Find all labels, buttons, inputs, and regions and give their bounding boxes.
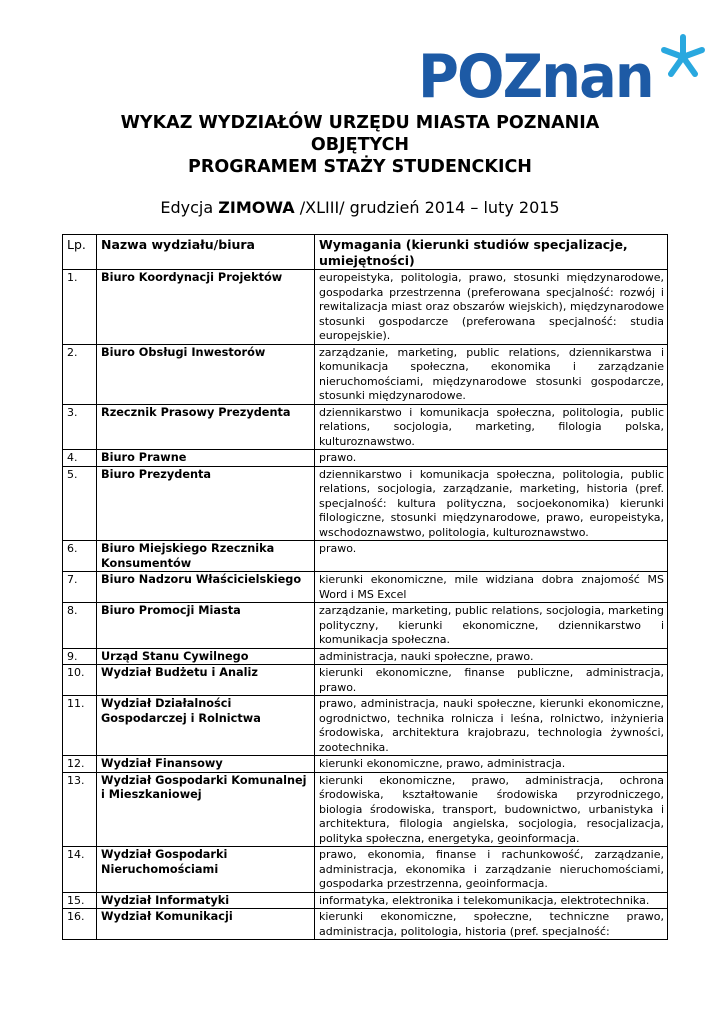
row-number: 11. <box>63 696 97 756</box>
department-name: Biuro Prezydenta <box>97 466 315 541</box>
row-number: 7. <box>63 572 97 603</box>
row-number: 14. <box>63 847 97 893</box>
table-row <box>63 756 668 773</box>
row-number: 3. <box>63 404 97 450</box>
requirements: zarządzanie, marketing, public relations, socjologia, marketing polityczny, kierunki ekonomiczne, dziennikarstwo i komunikacja społeczna. <box>315 603 668 649</box>
logo-wordmark: POZnan <box>418 42 653 112</box>
header-lp: Lp. <box>63 235 97 270</box>
table-row <box>63 450 668 467</box>
row-number: 4. <box>63 450 97 467</box>
table-row <box>63 466 668 541</box>
department-name: Biuro Koordynacji Projektów <box>97 270 315 345</box>
row-number: 9. <box>63 648 97 665</box>
requirements: informatyka, elektronika i telekomunikacja, elektrotechnika. <box>315 892 668 909</box>
departments-table <box>62 234 668 940</box>
requirements: kierunki ekonomiczne, społeczne, techniczne prawo, administracja, politologia, historia (pref. specjalność: <box>315 909 668 940</box>
requirements: europeistyka, politologia, prawo, stosunki międzynarodowe, gospodarka przestrzenna (preferowana specjalność: rozwój i rewitalizacja miast oraz obszarów wiejskich), międzynarodowe stosunki gospodarcze (preferowana specjalność: studia europejskie). <box>315 270 668 345</box>
requirements: kierunki ekonomiczne, finanse publiczne, administracja, prawo. <box>315 665 668 696</box>
edition-line <box>60 197 660 219</box>
title-line-1: WYKAZ WYDZIAŁÓW URZĘDU MIASTA POZNANIA <box>120 113 600 133</box>
row-number: 1. <box>63 270 97 345</box>
row-number: 8. <box>63 603 97 649</box>
requirements: prawo. <box>315 541 668 572</box>
header-name: Nazwa wydziału/biura <box>97 235 315 270</box>
row-number: 12. <box>63 756 97 773</box>
department-name: Wydział Gospodarki Nieruchomościami <box>97 847 315 893</box>
row-number: 10. <box>63 665 97 696</box>
department-name: Biuro Obsługi Inwestorów <box>97 344 315 404</box>
department-name: Wydział Działalności Gospodarczej i Rolnictwa <box>97 696 315 756</box>
department-name: Wydział Gospodarki Komunalnej i Mieszkaniowej <box>97 772 315 847</box>
requirements: prawo, ekonomia, finanse i rachunkowość, zarządzanie, administracja, ekonomika i zarządzanie nieruchomościami, gospodarka przestrzenna, geoinformacja. <box>315 847 668 893</box>
title-line-3: PROGRAMEM STAŻY STUDENCKICH <box>188 157 532 177</box>
table-row <box>63 696 668 756</box>
department-name: Rzecznik Prasowy Prezydenta <box>97 404 315 450</box>
table-row <box>63 648 668 665</box>
row-number: 6. <box>63 541 97 572</box>
requirements: dziennikarstwo i komunikacja społeczna, politologia, public relations, socjologia, zarządzanie, marketing, historia (pref. specjalność: kultura polityczna, socjoekonomika) kierunki filologiczne, stosunki międzynarodowe, prawo, europeistyka, wschodoznawstwo, politologia, kulturoznawstwo. <box>315 466 668 541</box>
row-number: 16. <box>63 909 97 940</box>
department-name: Biuro Nadzoru Właścicielskiego <box>97 572 315 603</box>
table-row <box>63 404 668 450</box>
department-name: Biuro Prawne <box>97 450 315 467</box>
edition-prefix: Edycja <box>160 198 219 217</box>
table-row <box>63 847 668 893</box>
row-number: 15. <box>63 892 97 909</box>
table-row <box>63 909 668 940</box>
table-row <box>63 344 668 404</box>
row-number: 13. <box>63 772 97 847</box>
department-name: Wydział Budżetu i Analiz <box>97 665 315 696</box>
requirements: zarządzanie, marketing, public relations, dziennikarstwa i komunikacja społeczna, ekonomika i zarządzanie nieruchomościami, międzynarodowe stosunki gospodarcze, stosunki międzynarodowe. <box>315 344 668 404</box>
requirements: kierunki ekonomiczne, prawo, administracja, ochrona środowiska, kształtowanie środowiska przyrodniczego, biologia środowiska, transport, budownictwo, urbanistyka i architektura, filologia angielska, socjologia, resocjalizacja, polityka społeczna, energetyka, geoinformacja. <box>315 772 668 847</box>
requirements: prawo. <box>315 450 668 467</box>
edition-season: ZIMOWA <box>218 198 295 217</box>
table-row <box>63 772 668 847</box>
row-number: 2. <box>63 344 97 404</box>
requirements: prawo, administracja, nauki społeczne, kierunki ekonomiczne, ogrodnictwo, technika rolnicza i leśna, rolnictwo, inżynieria środowiska, architektura krajobrazu, technologia żywności, zootechnika. <box>315 696 668 756</box>
poznan-logo <box>418 38 708 114</box>
department-name: Biuro Promocji Miasta <box>97 603 315 649</box>
table-row <box>63 572 668 603</box>
table-row <box>63 603 668 649</box>
edition-suffix: /XLIII/ grudzień 2014 – luty 2015 <box>294 198 560 217</box>
requirements: administracja, nauki społeczne, prawo. <box>315 648 668 665</box>
table-row <box>63 541 668 572</box>
table-row <box>63 270 668 345</box>
row-number: 5. <box>63 466 97 541</box>
department-name: Wydział Komunikacji <box>97 909 315 940</box>
department-name: Wydział Finansowy <box>97 756 315 773</box>
requirements: dziennikarstwo i komunikacja społeczna, politologia, public relations, socjologia, marketing, filologia polska, kulturoznawstwo. <box>315 404 668 450</box>
table-header-row <box>63 235 668 270</box>
requirements: kierunki ekonomiczne, mile widziana dobra znajomość MS Word i MS Excel <box>315 572 668 603</box>
requirements: kierunki ekonomiczne, prawo, administracja. <box>315 756 668 773</box>
department-name: Biuro Miejskiego Rzecznika Konsumentów <box>97 541 315 572</box>
page-title <box>60 112 660 178</box>
title-line-2: OBJĘTYCH <box>310 135 410 155</box>
table-row <box>63 892 668 909</box>
department-name: Wydział Informatyki <box>97 892 315 909</box>
header-requirements: Wymagania (kierunki studiów specjalizacje, umiejętności) <box>315 235 668 270</box>
logo-asterisk-icon <box>660 34 706 80</box>
department-name: Urząd Stanu Cywilnego <box>97 648 315 665</box>
table-row <box>63 665 668 696</box>
